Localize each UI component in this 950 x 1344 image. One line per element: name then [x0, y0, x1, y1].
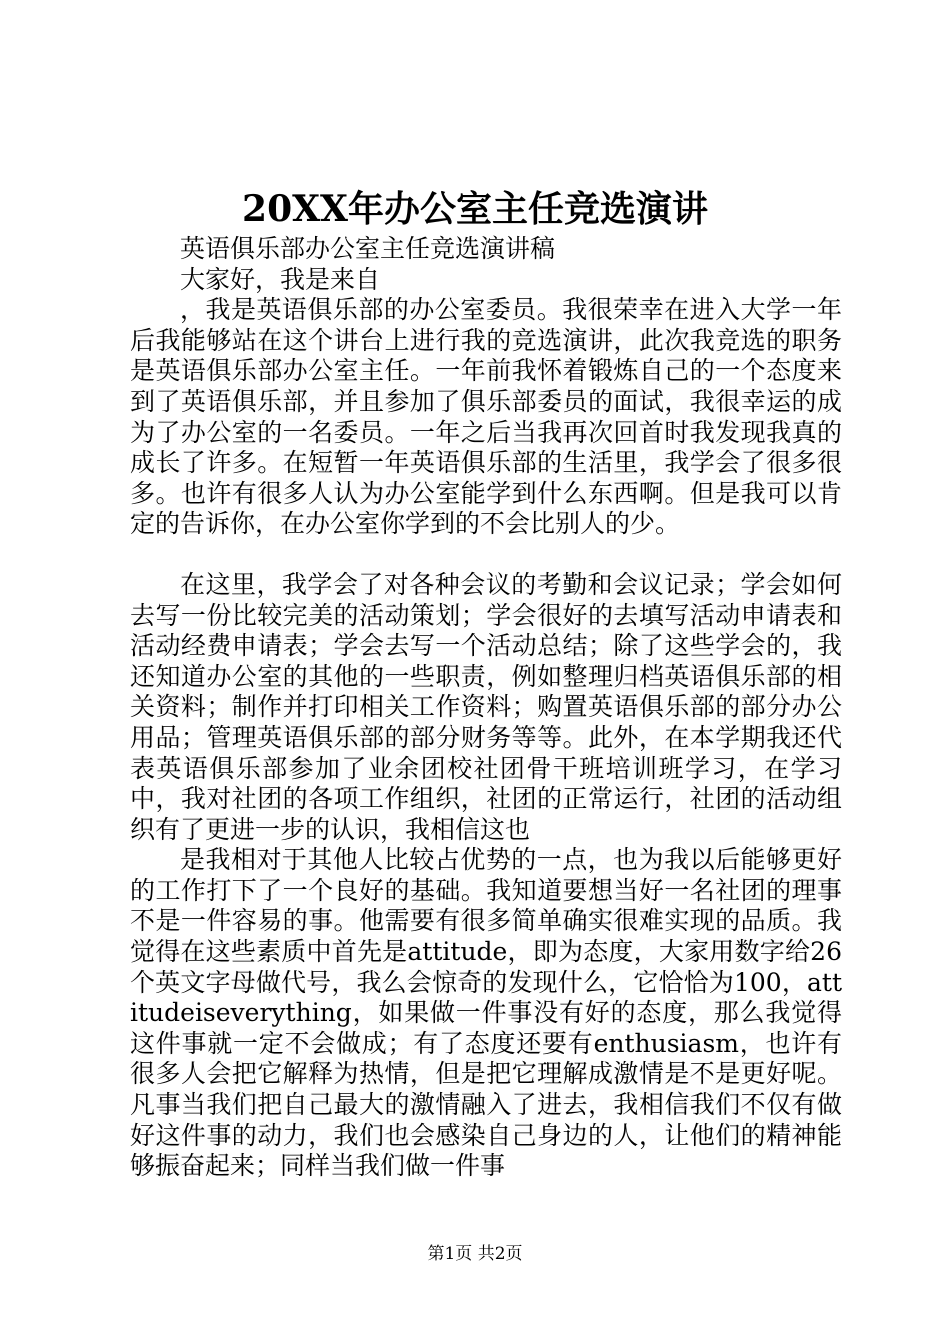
- document-body: [130, 234, 842, 1182]
- paragraph-experience: 在这里，我学会了对各种会议的考勤和会议记录；学会如何去写一份比较完美的活动策划；学会很好的去填写活动申请表和活动经费申请表；学会去写一个活动总结；除了这些学会的，我还知道办公室的其他的一些职责，例如整理归档英语俱乐部的相关资料；制作并打印相关工作资料；购置英语俱乐部的部分办公用品；管理英语俱乐部的部分财务等等。此外，在本学期我还代表英语俱乐部参加了业余团校社团骨干班培训班学习，在学习中，我对社团的各项工作组织，社团的正常运行，社团的活动组织有了更进一步的认识，我相信这也: [130, 569, 842, 844]
- page-footer: 第1页 共2页: [427, 1244, 523, 1264]
- paragraph-greeting: 大家好，我是来自: [180, 264, 381, 294]
- paragraph-intro: ，我是英语俱乐部的办公室委员。我很荣幸在进入大学一年后我能够站在这个讲台上进行我的竞选演讲，此次我竞选的职务是英语俱乐部办公室主任。一年前我怀着锻炼自己的一个态度来到了英语俱乐部，并且参加了俱乐部委员的面试，我很幸运的成为了办公室的一名委员。一年之后当我再次回首时我发现我真的成长了许多。在短暂一年英语俱乐部的生活里，我学会了很多很多。也许有很多人认为办公室能学到什么东西啊。但是我可以肯定的告诉你，在办公室你学到的不会比别人的少。: [130, 295, 842, 539]
- paragraph-subtitle: 英语俱乐部办公室主任竞选演讲稿: [180, 234, 556, 263]
- paragraph-qualities: 是我相对于其他人比较占优势的一点，也为我以后能够更好的工作打下了一个良好的基础。我知道要想当好一名社团的理事不是一件容易的事。他需要有很多简单确实很难实现的品质。我觉得在这些素质中首先是attitude，即为态度，大家用数字给26个英文字母做代号，我么会惊奇的发现什么，它恰恰为100，attitudeiseverything，如果做一件事没有好的态度，那么我觉得这件事就一定不会做成；有了态度还要有enthusiasm，也许有很多人会把它解释为热情，但是把它理解成激情是不是更好呢。凡事当我们把自己最大的激情融入了进去，我相信我们不仅有做好这件事的动力，我们也会感染自己身边的人，让他们的精神能够振奋起来；同样当我们做一件事: [130, 845, 842, 1181]
- document-title: 20XX年办公室主任竞选演讲: [242, 188, 708, 230]
